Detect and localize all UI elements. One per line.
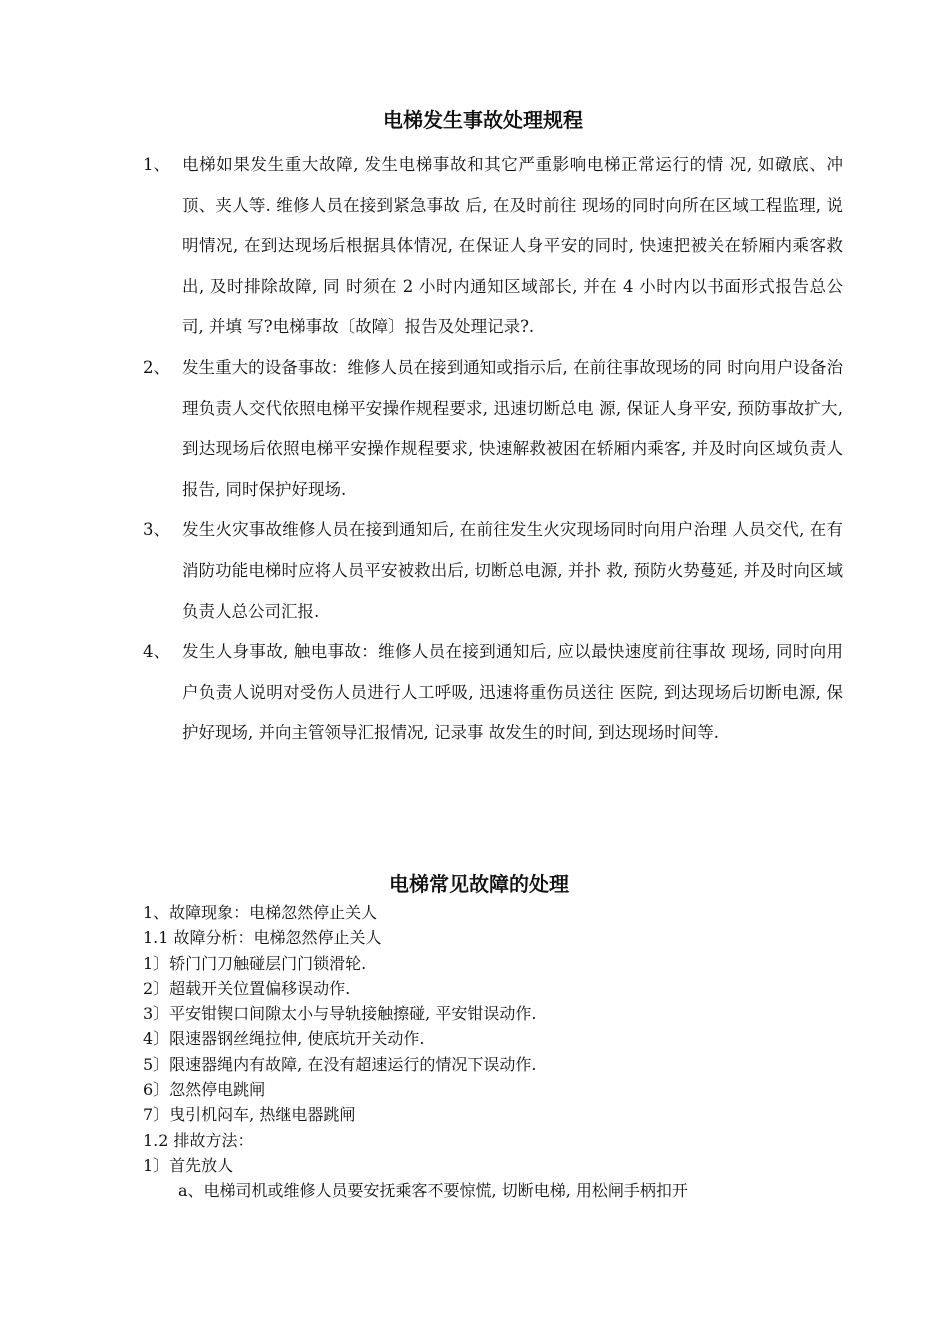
fault-line: 6〕忽然停电跳闸 [143, 1080, 266, 1100]
fault-line: 1.1 故障分析：电梯忽然停止关人 [143, 928, 382, 948]
procedure-item [143, 145, 843, 348]
procedure-number: 1、 [143, 155, 170, 174]
procedure-text: 电梯如果发生重大故障, 发生电梯事故和其它严重影响电梯正常运行的情 况, 如礅底、冲顶、夹人等. 维修人员在接到紧急事故 后, 在及时前往 现场的同时向所在区域工程监理, 说明情况, 在到达现场后根据具体情况, 在保证人身平安的同时, 快速把被关在轿厢内乘客救出, 及时排除故障, 同 时须在 2 小时内通知区域部长, 并在 4 小时内以书面形式报告总公司, 并填 写?电梯事故〔故障〕报告及处理记录?. [182, 155, 843, 337]
procedure-number: 4、 [143, 642, 170, 662]
procedure-text: 发生人身事故, 触电事故：维修人员在接到通知后, 应以最快速度前往事故 现场, 同时向用户负责人说明对受伤人员进行人工呼吸, 迅速将重伤员送往 医院, 到达现场后切断电源, 保护好现场, 并向主管领导汇报情况, 记录事 故发生的时间, 到达现场时间等. [182, 642, 843, 743]
procedure-item [143, 632, 843, 754]
common-faults-list [143, 900, 843, 1204]
fault-line: 1.2 排故方法： [143, 1130, 254, 1150]
fault-line: 1、故障现象：电梯忽然停止关人 [143, 903, 378, 922]
fault-line: 1〕轿门门刀触碰层门门锁滑轮. [143, 953, 367, 973]
procedure-text: 发生重大的设备事故：维修人员在接到通知或指示后, 在前往事故现场的同 时向用户设备治理负责人交代依照电梯平安操作规程要求, 迅速切断总电 源, 保证人身平安, 预防事故扩大, 到达现场后依照电梯平安操作规程要求, 快速解救被困在轿厢内乘客, 并及时向区域负责人报告, 同时保护好现场. [182, 357, 843, 499]
procedure-item [143, 348, 843, 510]
procedure-text: 发生火灾事故维修人员在接到通知后, 在前往发生火灾现场同时向用户治理 人员交代, 在有消防功能电梯时应将人员平安被救出后, 切断总电源, 并扑 救, 预防火势蔓延, 并及时向区域负责人总公司汇报. [182, 520, 843, 621]
section-title-accident-procedure: 电梯发生事故处理规程 [383, 108, 583, 132]
fault-line: 2〕超载开关位置偏移误动作. [143, 978, 351, 998]
procedure-number: 2、 [143, 357, 170, 377]
fault-line: 5〕限速器绳内有故障, 在没有超速运行的情况下误动作. [143, 1054, 537, 1074]
fault-line: 7〕曳引机闷车, 热继电器跳闸 [143, 1105, 356, 1125]
section-title-common-faults: 电梯常见故障的处理 [389, 872, 569, 896]
fault-line: a、电梯司机或维修人员要安抚乘客不要惊慌, 切断电梯, 用松闸手柄扣开 [178, 1181, 688, 1201]
fault-line: 1〕首先放人 [143, 1155, 234, 1175]
fault-line: 3〕平安钳锲口间隙太小与导轨接触擦碰, 平安钳误动作. [143, 1004, 537, 1024]
fault-line: 4〕限速器钢丝绳拉伸, 使底坑开关动作. [143, 1029, 425, 1049]
procedure-item [143, 510, 843, 632]
accident-procedure-list [143, 145, 843, 754]
procedure-number: 3、 [143, 520, 170, 540]
